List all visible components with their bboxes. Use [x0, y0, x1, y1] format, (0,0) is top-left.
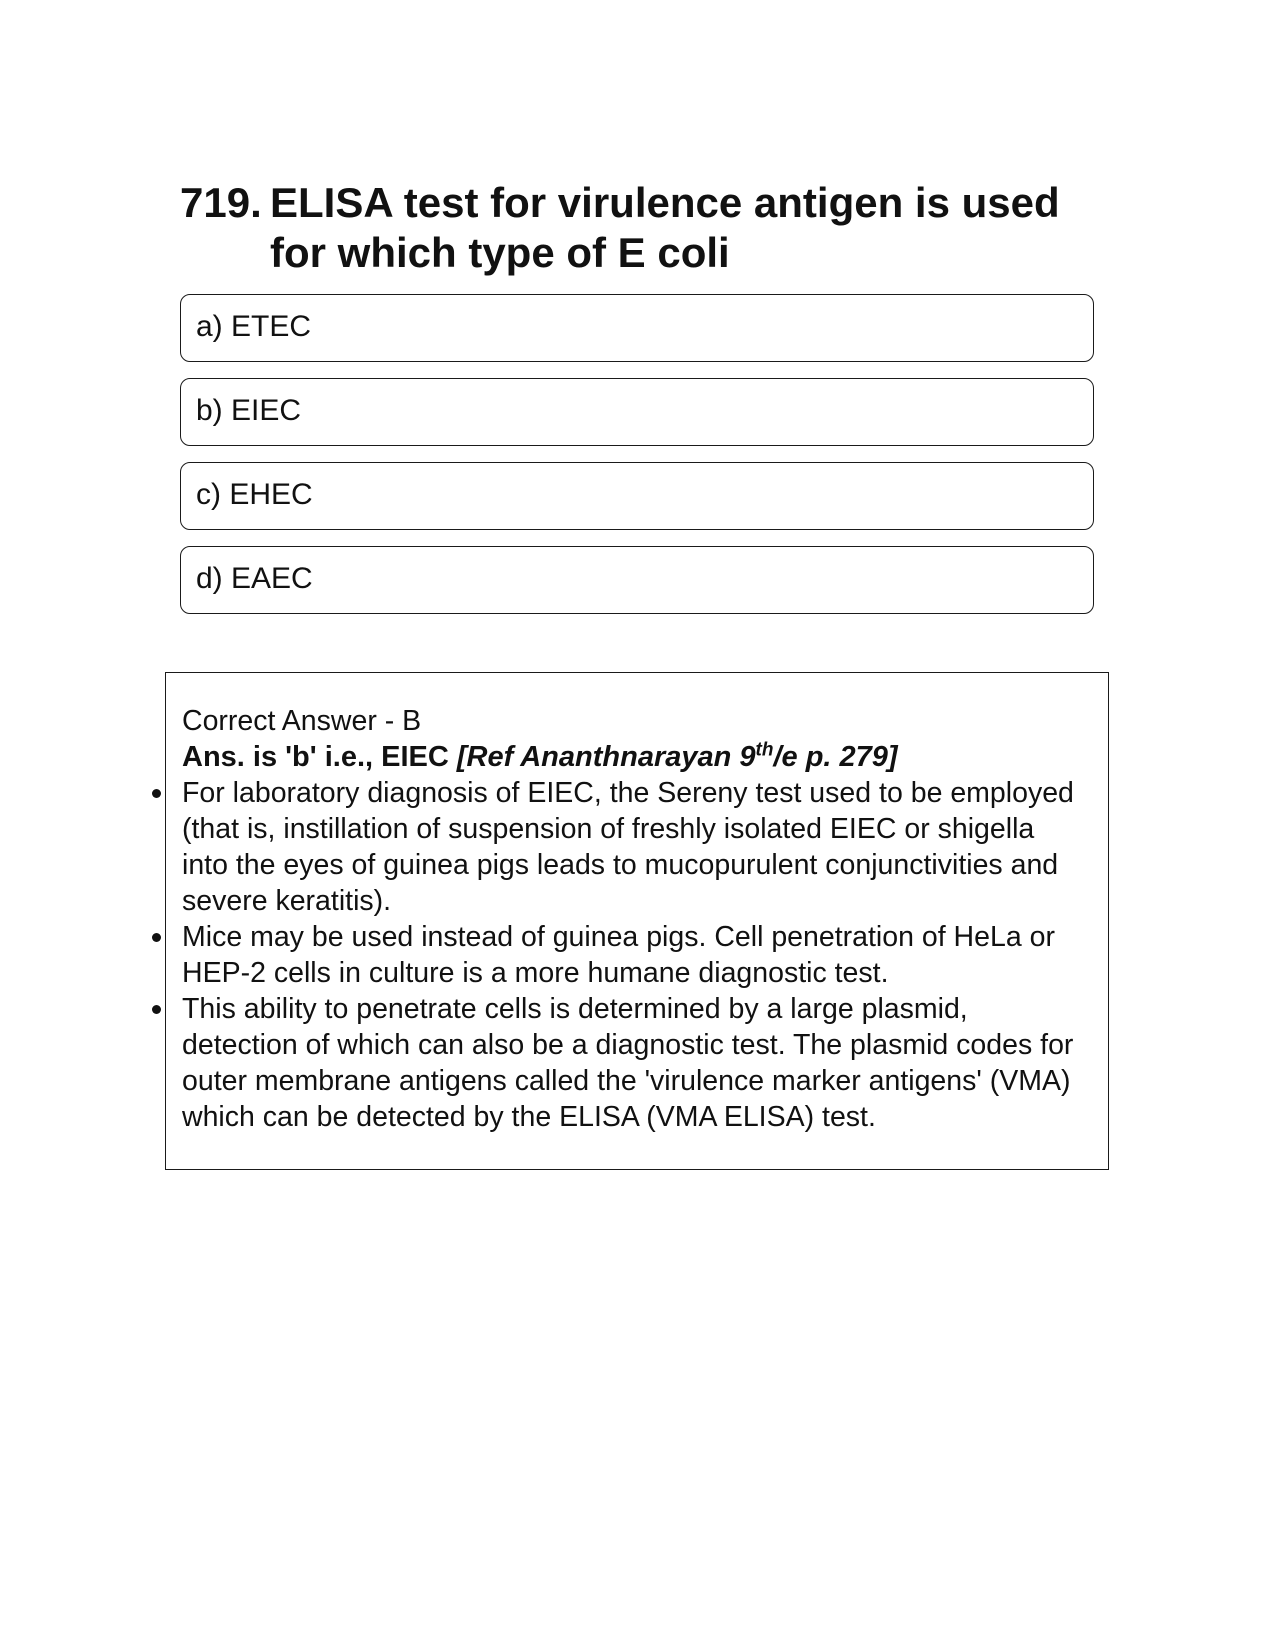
option-d[interactable]: d) EAEC [180, 546, 1094, 614]
option-a[interactable]: a) ETEC [180, 294, 1094, 362]
answer-reference [457, 741, 898, 773]
answer-summary: Ans. is 'b' i.e., EIEC [182, 741, 449, 773]
explanation-point: Mice may be used instead of guinea pigs. Cell penetration of HeLa or HEP-2 cells in culture is a more humane diagnostic test. [182, 919, 1082, 991]
answer-content [182, 703, 1082, 1135]
reference-superscript: th [755, 739, 774, 761]
option-b[interactable]: b) EIEC [180, 378, 1094, 446]
correct-answer-line: Correct Answer - B [182, 705, 422, 737]
explanation-point: This ability to penetrate cells is determined by a large plasmid, detection of which can also be a diagnostic test. The plasmid codes for outer membrane antigens called the 'virulence marker antigens' (VMA) which can be detected by the ELISA (VMA ELISA) test. [182, 991, 1082, 1135]
reference-prefix: [Ref Ananthnarayan 9 [456, 741, 756, 773]
reference-suffix: /e p. 279] [773, 741, 898, 773]
answer-explanation-box [165, 672, 1109, 1170]
explanation-point: For laboratory diagnosis of EIEC, the Sereny test used to be employed (that is, instillation of suspension of freshly isolated EIEC or shigella into the eyes of guinea pigs leads to mucopurulent conjunctivities and severe keratitis). [182, 775, 1082, 919]
question-number: 719. [180, 179, 262, 226]
options-list [180, 294, 1094, 630]
answer-summary-line [182, 739, 1082, 775]
option-c[interactable]: c) EHEC [180, 462, 1094, 530]
question-text: ELISA test for virulence antigen is used for which type of E coli [270, 179, 1060, 276]
question-heading [180, 178, 1080, 278]
explanation-points [182, 775, 1082, 1135]
